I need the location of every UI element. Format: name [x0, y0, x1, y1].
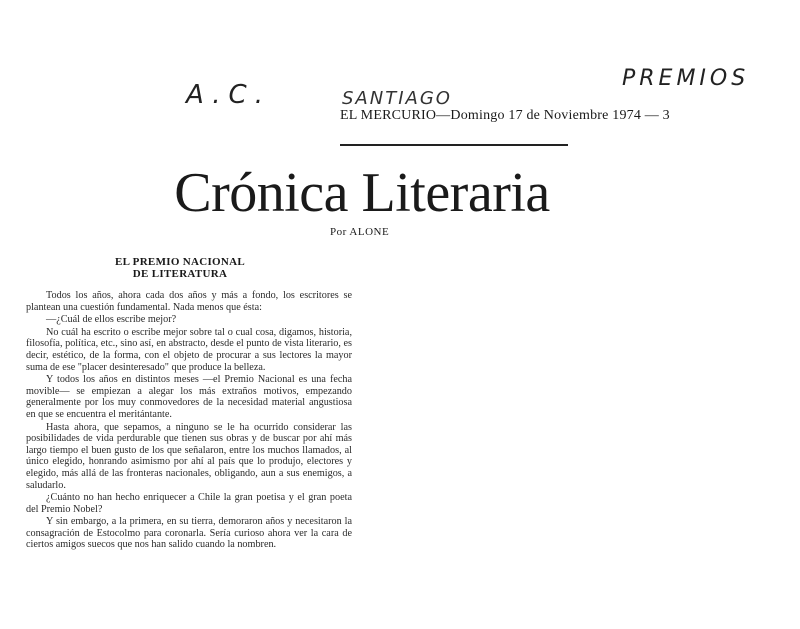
article-paragraph: Y todos los años en distintos meses —el Premio Nacional es una fecha movible— se empiezan a alegar los más extraños motivos, empezando generalmente por los muy conmovedores de la necesidad material angustiosa en que se encuentra el meritántante. [26, 374, 352, 420]
section-heading [100, 256, 260, 280]
article-title: Crónica Literaria [174, 162, 550, 224]
article-paragraph: Hasta ahora, que sepamos, a ninguno se le ha ocurrido considerar las posibilidades de vida perdurable que tienen sus obras y de buscar por ahí más largo tiempo el buen gusto de los que señalaron, entre los muchos llamados, al único elegido, honrando asimismo por ahí al país que lo produjo, electores y elegido, más allá de las fronteras nacionales, obligando, aun a sus enemigos, a saludarlo. [26, 421, 352, 491]
article-body [26, 290, 352, 552]
handwritten-note-santiago: SANTIAGO [342, 88, 452, 109]
handwritten-note-ac: A.C. [186, 80, 271, 110]
masthead-divider [340, 144, 568, 146]
section-heading-line-1: EL PREMIO NACIONAL [114, 256, 246, 268]
section-heading-line-2: DE LITERATURA [132, 268, 228, 280]
article-paragraph: No cuál ha escrito o escribe mejor sobre tal o cual cosa, digamos, historia, filosofía, política, etc., sino así, en abstracto, desde el punto de vista literario, es decir, estético, de la forma, con el objeto de procurar a sus lectores la mayor suma de ese "placer desinteresado" que produce la belleza. [26, 326, 352, 373]
article-paragraph: —¿Cuál de ellos escribe mejor? [46, 314, 177, 326]
article-paragraph: Y sin embargo, a la primera, en su tierra, demoraron años y necesitaron la consagración de Estocolmo para coronarla. Sería curioso ahora ver la cara de ciertos amigos suecos que nos han salido cuando la nombren. [26, 516, 352, 551]
newspaper-masthead: EL MERCURIO—Domingo 17 de Noviembre 1974 — 3 [340, 108, 670, 123]
article-paragraph: ¿Cuánto no han hecho enriquecer a Chile la gran poetisa y el gran poeta del Premio Nobel? [26, 492, 352, 515]
article-paragraph: Todos los años, ahora cada dos años y más a fondo, los escritores se plantean una cuestión fundamental. Nada menos que ésta: [26, 290, 352, 313]
byline: Por ALONE [330, 226, 390, 238]
handwritten-note-premios: PREMIOS [622, 66, 750, 91]
